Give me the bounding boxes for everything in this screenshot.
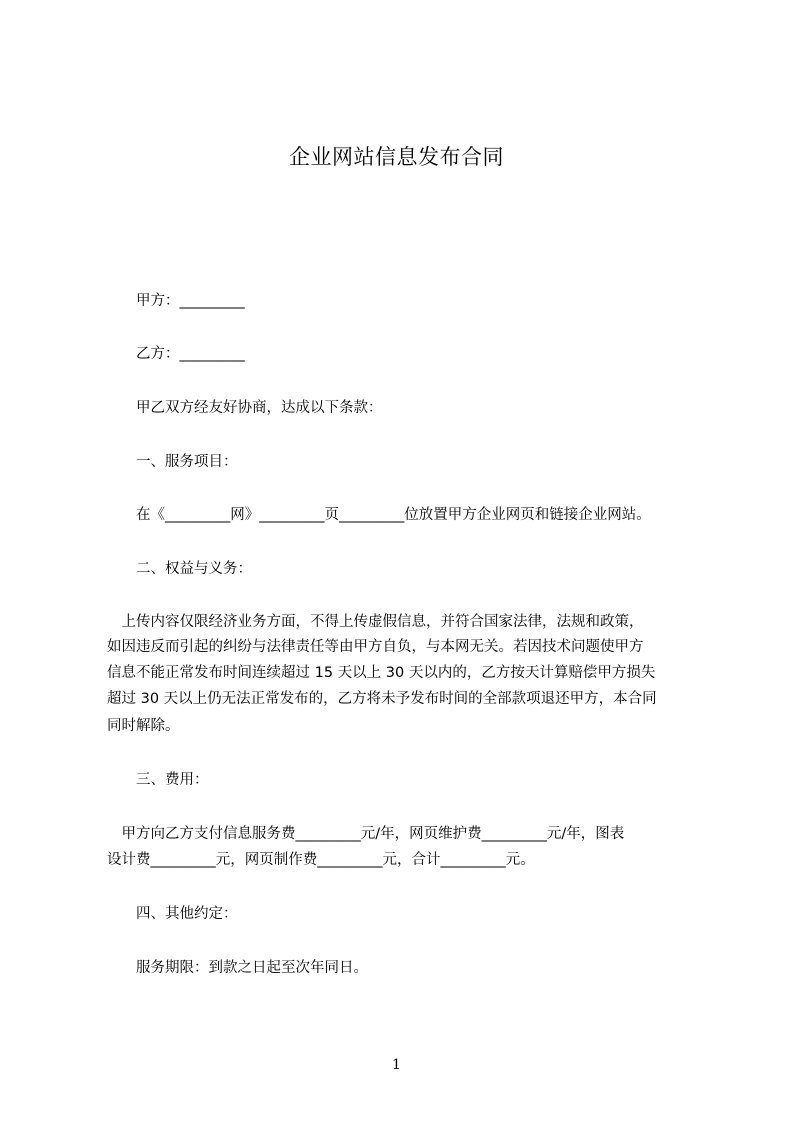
section2-line-4: 超过 30 天以上仍无法正常发布的，乙方将未予发布时间的全部款项退还甲方，本合同 (107, 691, 657, 707)
section4-text: 服务期限：到款之日起至次年同日。 (136, 960, 368, 976)
section2-heading: 二、权益与义务： (136, 561, 252, 577)
section2-line-5: 同时解除。 (107, 718, 180, 734)
document-title: 企业网站信息发布合同 (289, 145, 504, 169)
section3-heading: 三、费用： (136, 772, 209, 788)
section1-text: 在《_________网》_________页_________位放置甲方企业网页和链接企业网站。 (136, 507, 651, 523)
intro-text: 甲乙双方经友好协商，达成以下条款： (136, 400, 383, 416)
party-a-line: 甲方：_________ (136, 293, 245, 309)
section2-line-1: 上传内容仅限经济业务方面，不得上传虚假信息，并符合国家法律，法规和政策， (107, 614, 644, 630)
section2-line-3: 信息不能正常发布时间连续超过 15 天以上 30 天以内的，乙方按天计算赔偿甲方损失 (107, 665, 656, 681)
section3-line-1: 甲方向乙方支付信息服务费_________元/年，网页维护费_________元/年，图表 (107, 826, 625, 842)
section2-line-2: 如因违反而引起的纠纷与法律责任等由甲方自负，与本网无关。若因技术问题使甲方 (107, 639, 644, 655)
section3-line-2: 设计费_________元，网页制作费_________元，合计_________元。 (107, 852, 535, 868)
section4-heading: 四、其他约定： (136, 906, 238, 922)
page-number: 1 (392, 1057, 401, 1073)
party-b-line: 乙方：_________ (136, 346, 245, 362)
section1-heading: 一、服务项目： (136, 454, 238, 470)
